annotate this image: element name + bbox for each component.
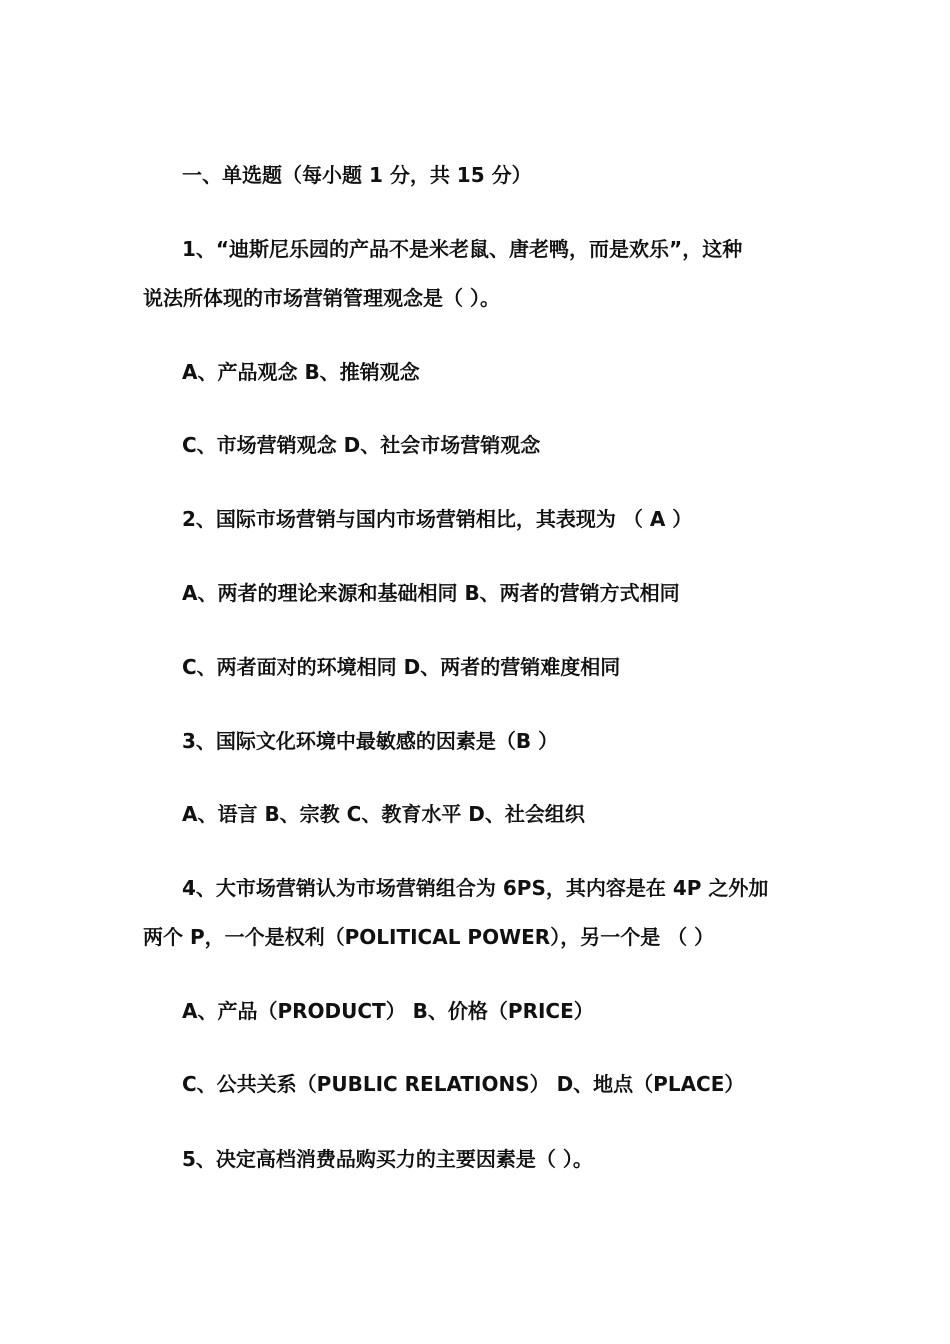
- question-1-stem-line-2: 说法所体现的市场营销管理观念是（ ）。: [143, 286, 500, 310]
- question-4-options-line-2: C、公共关系（PUBLIC RELATIONS） D、地点（PLACE）: [182, 1072, 745, 1096]
- question-2-stem-line-1: 2、国际市场营销与国内市场营销相比，其表现为 （ A ）: [182, 507, 693, 531]
- question-3-stem-line-1: 3、国际文化环境中最敏感的因素是（B ）: [182, 729, 559, 753]
- question-4-options-line-1: A、产品（PRODUCT） B、价格（PRICE）: [182, 999, 594, 1023]
- question-5-stem-line-1: 5、决定高档消费品购买力的主要因素是（ ）。: [182, 1147, 593, 1171]
- question-2-options-line-2: C、两者面对的环境相同 D、两者的营销难度相同: [182, 655, 621, 679]
- question-4-stem-line-1: 4、大市场营销认为市场营销组合为 6PS，其内容是在 4P 之外加: [182, 876, 769, 900]
- question-1-options-line-2: C、市场营销观念 D、社会市场营销观念: [182, 433, 541, 457]
- question-1-stem-line-1: 1、“迪斯尼乐园的产品不是米老鼠、唐老鸭，而是欢乐”，这种: [182, 237, 743, 261]
- question-2-options-line-1: A、两者的理论来源和基础相同 B、两者的营销方式相同: [182, 581, 680, 605]
- question-3-options-line-1: A、语言 B、宗教 C、教育水平 D、社会组织: [182, 802, 585, 826]
- question-4-stem-line-2: 两个 P，一个是权利（POLITICAL POWER），另一个是 （ ）: [143, 925, 715, 949]
- question-1-options-line-1: A、产品观念 B、推销观念: [182, 360, 420, 384]
- section-title: 一、单选题（每小题 1 分，共 15 分）: [182, 163, 532, 187]
